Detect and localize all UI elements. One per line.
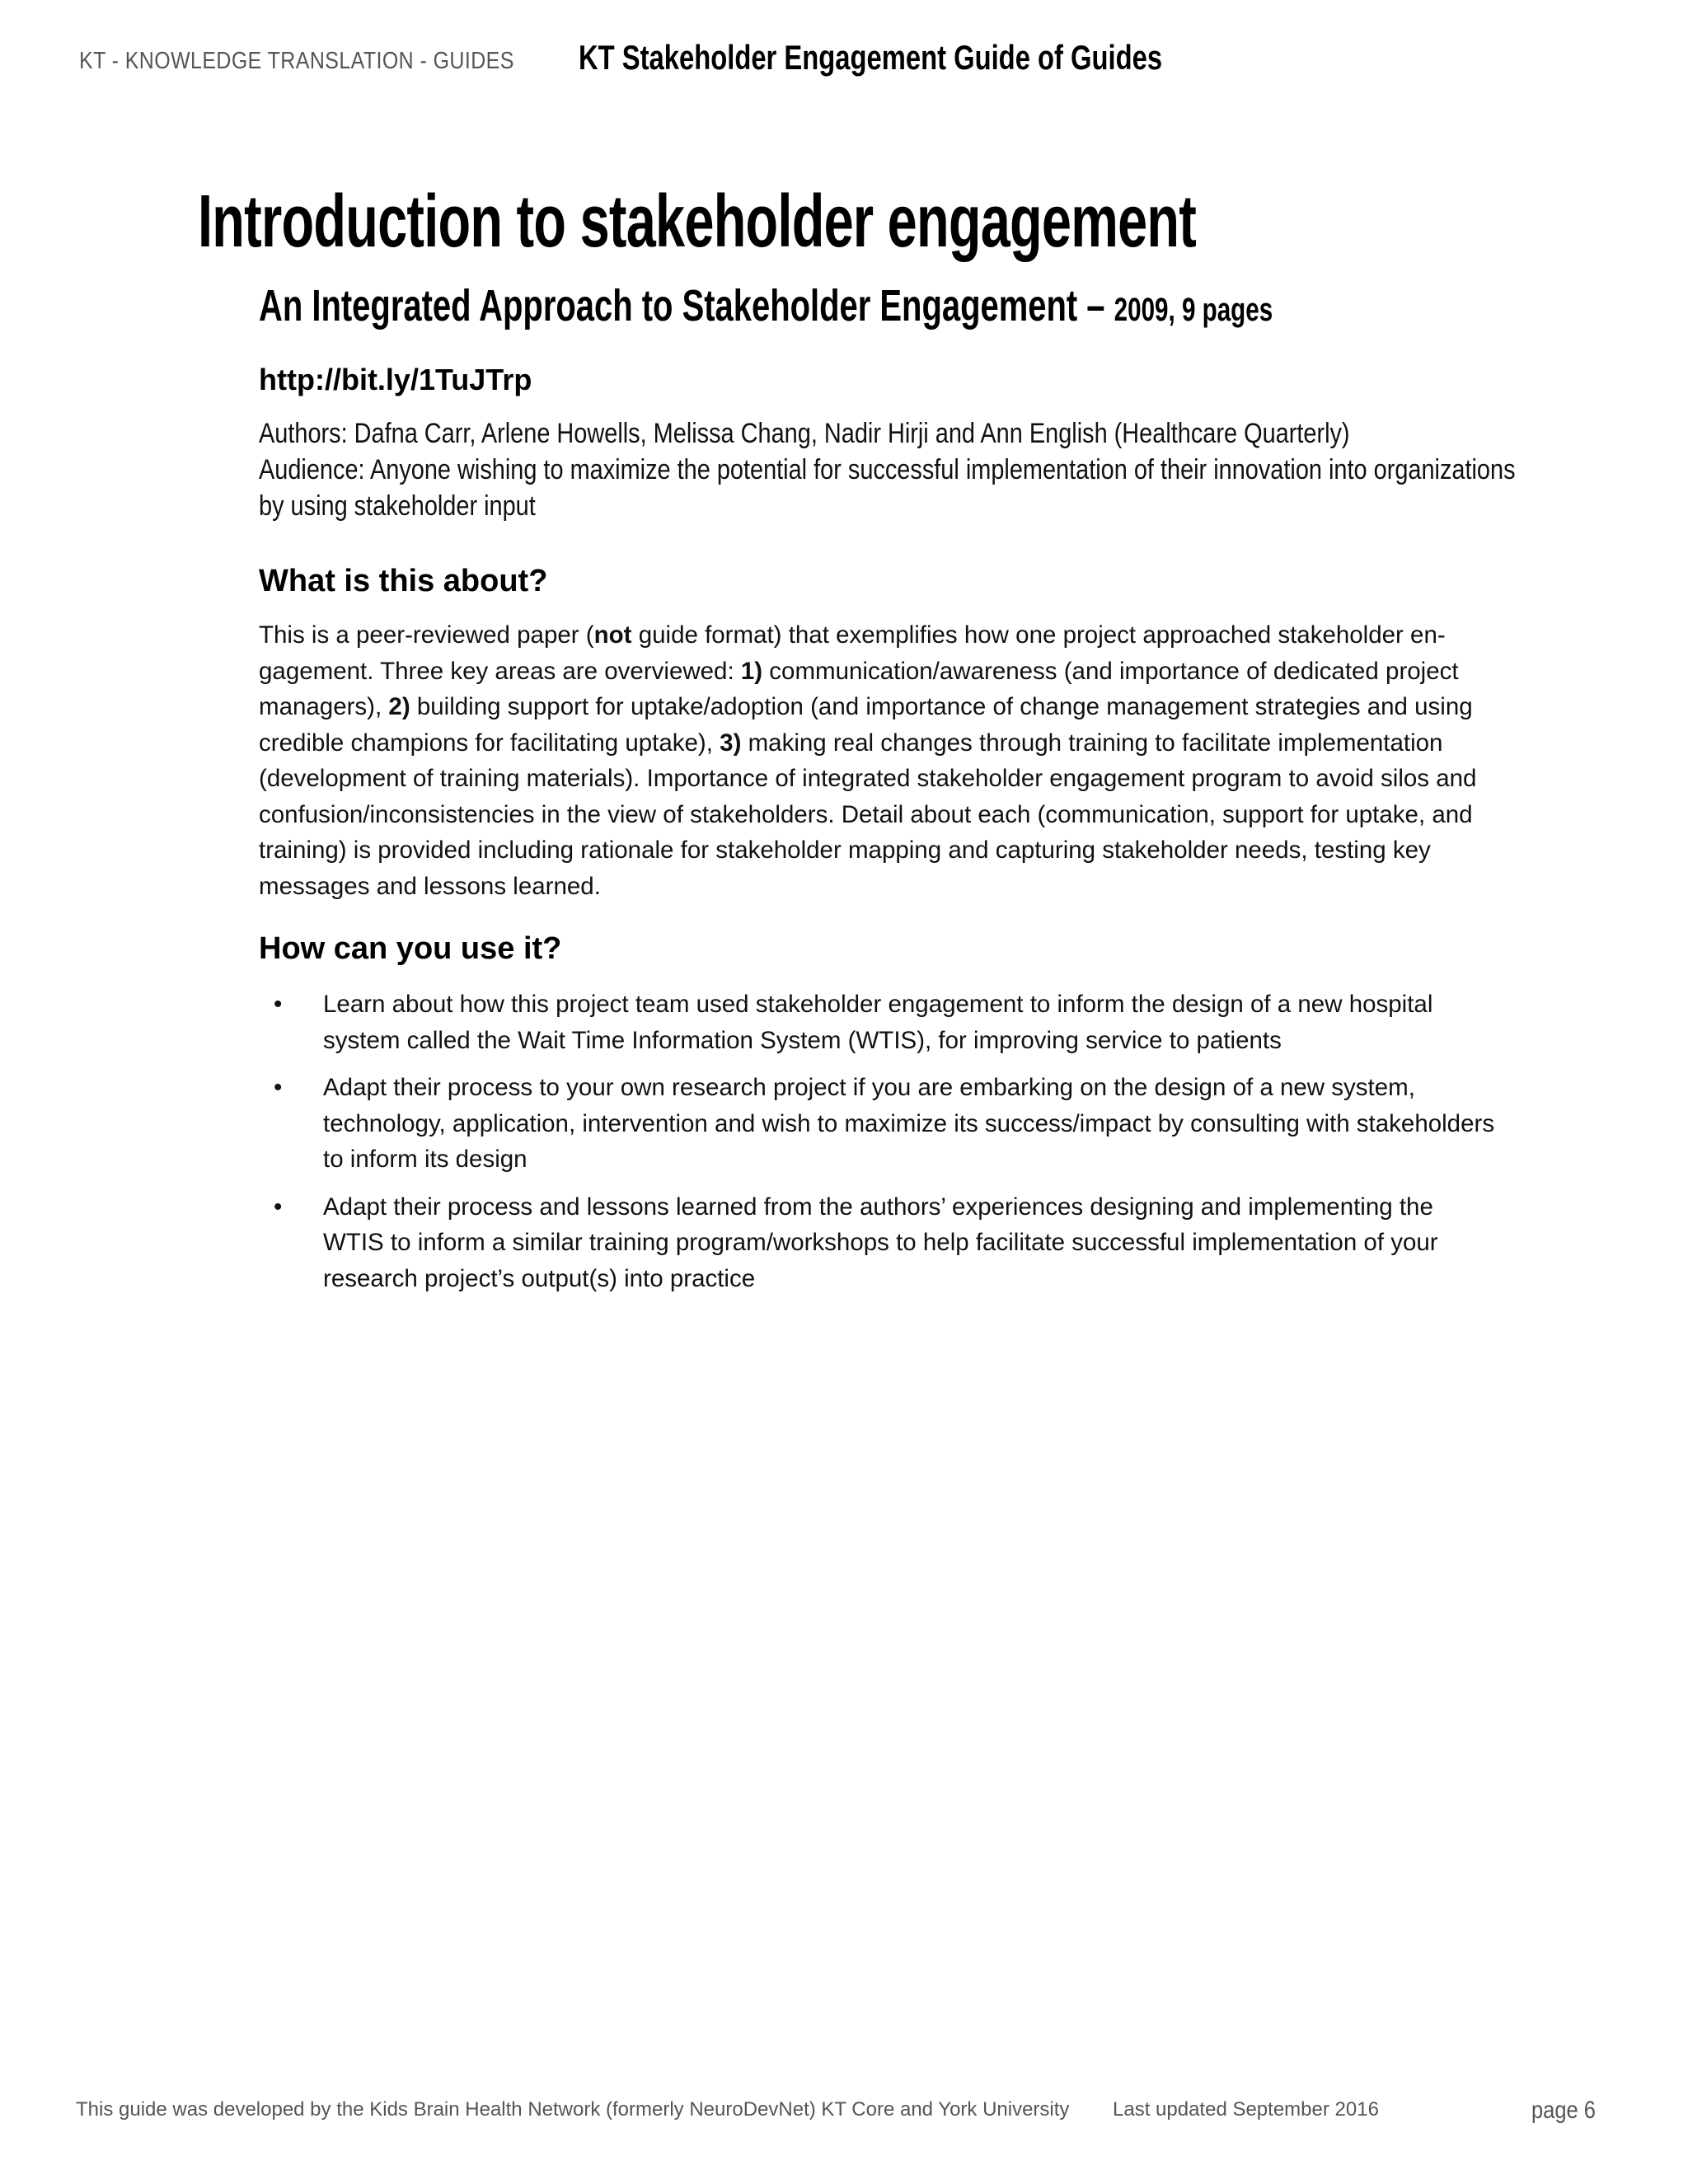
- header-guide-title: KT Stakeholder Engagement Guide of Guides: [579, 38, 1163, 77]
- list-item: [259, 1070, 1495, 1178]
- page-number: page 6: [1531, 2097, 1597, 2124]
- list-item-text: Learn about how this project team used stakeholder engagement to inform the design of a new hospital system called the Wait Time Information System (WTIS), for improving service to patients: [323, 991, 1433, 1054]
- header-series-label: KT - KNOWLEDGE TRANSLATION - GUIDES: [79, 48, 514, 74]
- about-number-1: 1): [740, 657, 763, 685]
- list-item: [259, 1189, 1495, 1297]
- list-item-text: Adapt their process to your own research project if you are embarking on the design of a new system, technology, application, intervention and wish to maximize its success/impact by consulting with stakeholders to inform its design: [323, 1074, 1495, 1173]
- about-text-2: guide format) that exemplifies how one project approached stakeholder engagement. Three key areas are overviewed:: [259, 621, 1446, 685]
- about-not-emphasis: not: [593, 621, 632, 649]
- bullet-icon: •: [274, 1074, 283, 1101]
- use-list: [259, 987, 1495, 1308]
- about-heading: What is this about?: [259, 564, 548, 598]
- about-number-3: 3): [720, 729, 742, 757]
- about-text-4: building support for uptake/adoption (and importance of change management strategies and using credible champions for facilitating uptake),: [259, 693, 1473, 757]
- bullet-icon: •: [274, 1193, 283, 1221]
- list-item: [259, 987, 1495, 1058]
- guide-title: [259, 280, 1273, 331]
- about-text-3: communication/awareness (and importance of dedicated project managers),: [259, 657, 1459, 720]
- footer-credit: This guide was developed by the Kids Brain Health Network (formerly NeuroDevNet) KT Core and York University: [76, 2098, 1070, 2121]
- about-text-5: making real changes through training to facilitate implementation (development of training materials). Importance of integrated stakeholder engagement program to avoid silos and confusion/inconsistencies in the view of stakeholders. Detail about each (communication, support for uptake, and training) is provided including rationale for stakeholder mapping and capturing stakeholder needs, testing key messages and lessons learned.: [259, 729, 1477, 900]
- guide-authors: Authors: Dafna Carr, Arlene Howells, Melissa Chang, Nadir Hirji and Ann English (Healthcare Quarterly): [259, 418, 1350, 449]
- about-number-2: 2): [388, 693, 410, 720]
- bullet-icon: •: [274, 991, 283, 1018]
- guide-audience: Audience: Anyone wishing to maximize the potential for successful implementation of their innovation into organizations by using stakeholder input: [259, 454, 1516, 522]
- guide-credits: [259, 415, 1527, 524]
- about-paragraph: [259, 617, 1495, 904]
- footer-last-updated: Last updated September 2016: [1113, 2098, 1379, 2121]
- guide-title-text: An Integrated Approach to Stakeholder Engagement –: [259, 281, 1105, 330]
- page-title: Introduction to stakeholder engagement: [198, 180, 1197, 263]
- list-item-text: Adapt their process and lessons learned from the authors’ experiences designing and implementing the WTIS to inform a similar training program/workshops to help facilitate successful implementation of your research project’s output(s) into practice: [323, 1193, 1438, 1292]
- guide-meta: 2009, 9 pages: [1114, 292, 1273, 328]
- guide-url-link[interactable]: http://bit.ly/1TuJTrp: [259, 363, 532, 396]
- about-text-1: This is a peer-reviewed paper (: [259, 621, 594, 649]
- use-heading: How can you use it?: [259, 931, 562, 966]
